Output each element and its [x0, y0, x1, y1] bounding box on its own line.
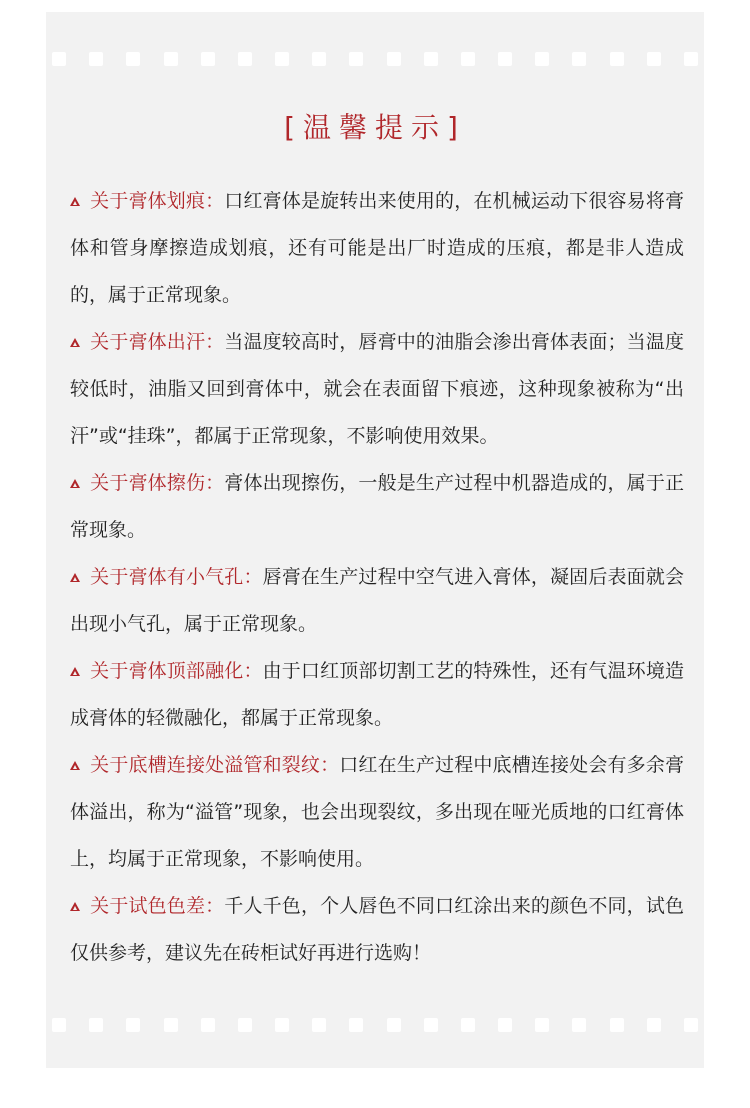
top-dot-border: [46, 52, 704, 66]
triangle-bullet-icon: [70, 761, 80, 770]
notice-item: [70, 319, 684, 460]
notice-text: 口红膏体是旋转出来使用的，在机械运动下很容易将膏体和管身摩擦造成划痕，还有可能是出厂时造成的压痕，都是非人造成的，属于正常现象。: [70, 190, 684, 306]
triangle-bullet-icon: [70, 902, 80, 911]
notice-item: [70, 554, 684, 648]
notice-label: 关于膏体有小气孔：: [90, 566, 263, 588]
notice-text: 膏体出现擦伤，一般是生产过程中机器造成的，属于正常现象。: [70, 472, 684, 541]
notice-text: 唇膏在生产过程中空气进入膏体，凝固后表面就会出现小气孔，属于正常现象。: [70, 566, 684, 635]
notice-item: [70, 883, 684, 977]
notice-text: 由于口红顶部切割工艺的特殊性，还有气温环境造成膏体的轻微融化，都属于正常现象。: [70, 660, 684, 729]
notice-item: [70, 742, 684, 883]
notice-list: [70, 178, 684, 977]
notice-item: [70, 648, 684, 742]
notice-label: 关于膏体出汗：: [90, 331, 225, 353]
notice-text: 千人千色，个人唇色不同口红涂出来的颜色不同，试色仅供参考，建议先在砖柜试好再进行选购！: [70, 895, 684, 964]
triangle-bullet-icon: [70, 573, 80, 582]
notice-label: 关于试色色差：: [90, 895, 225, 917]
notice-label: 关于膏体划痕：: [90, 190, 225, 212]
notice-label: 关于膏体顶部融化：: [90, 660, 263, 682]
notice-item: [70, 178, 684, 319]
notice-text: 口红在生产过程中底槽连接处会有多余膏体溢出，称为“溢管”现象，也会出现裂纹，多出现在哑光质地的口红膏体上，均属于正常现象，不影响使用。: [70, 754, 684, 870]
page-title: [温馨提示]: [284, 111, 466, 144]
triangle-bullet-icon: [70, 338, 80, 347]
notice-text: 当温度较高时，唇膏中的油脂会渗出膏体表面；当温度较低时，油脂又回到膏体中，就会在表面留下痕迹，这种现象被称为“出汗”或“挂珠”，都属于正常现象，不影响使用效果。: [70, 331, 684, 447]
notice-label: 关于膏体擦伤：: [90, 472, 225, 494]
triangle-bullet-icon: [70, 667, 80, 676]
triangle-bullet-icon: [70, 197, 80, 206]
notice-label: 关于底槽连接处溢管和裂纹：: [90, 754, 340, 776]
bottom-dot-border: [46, 1018, 704, 1032]
notice-item: [70, 460, 684, 554]
triangle-bullet-icon: [70, 479, 80, 488]
